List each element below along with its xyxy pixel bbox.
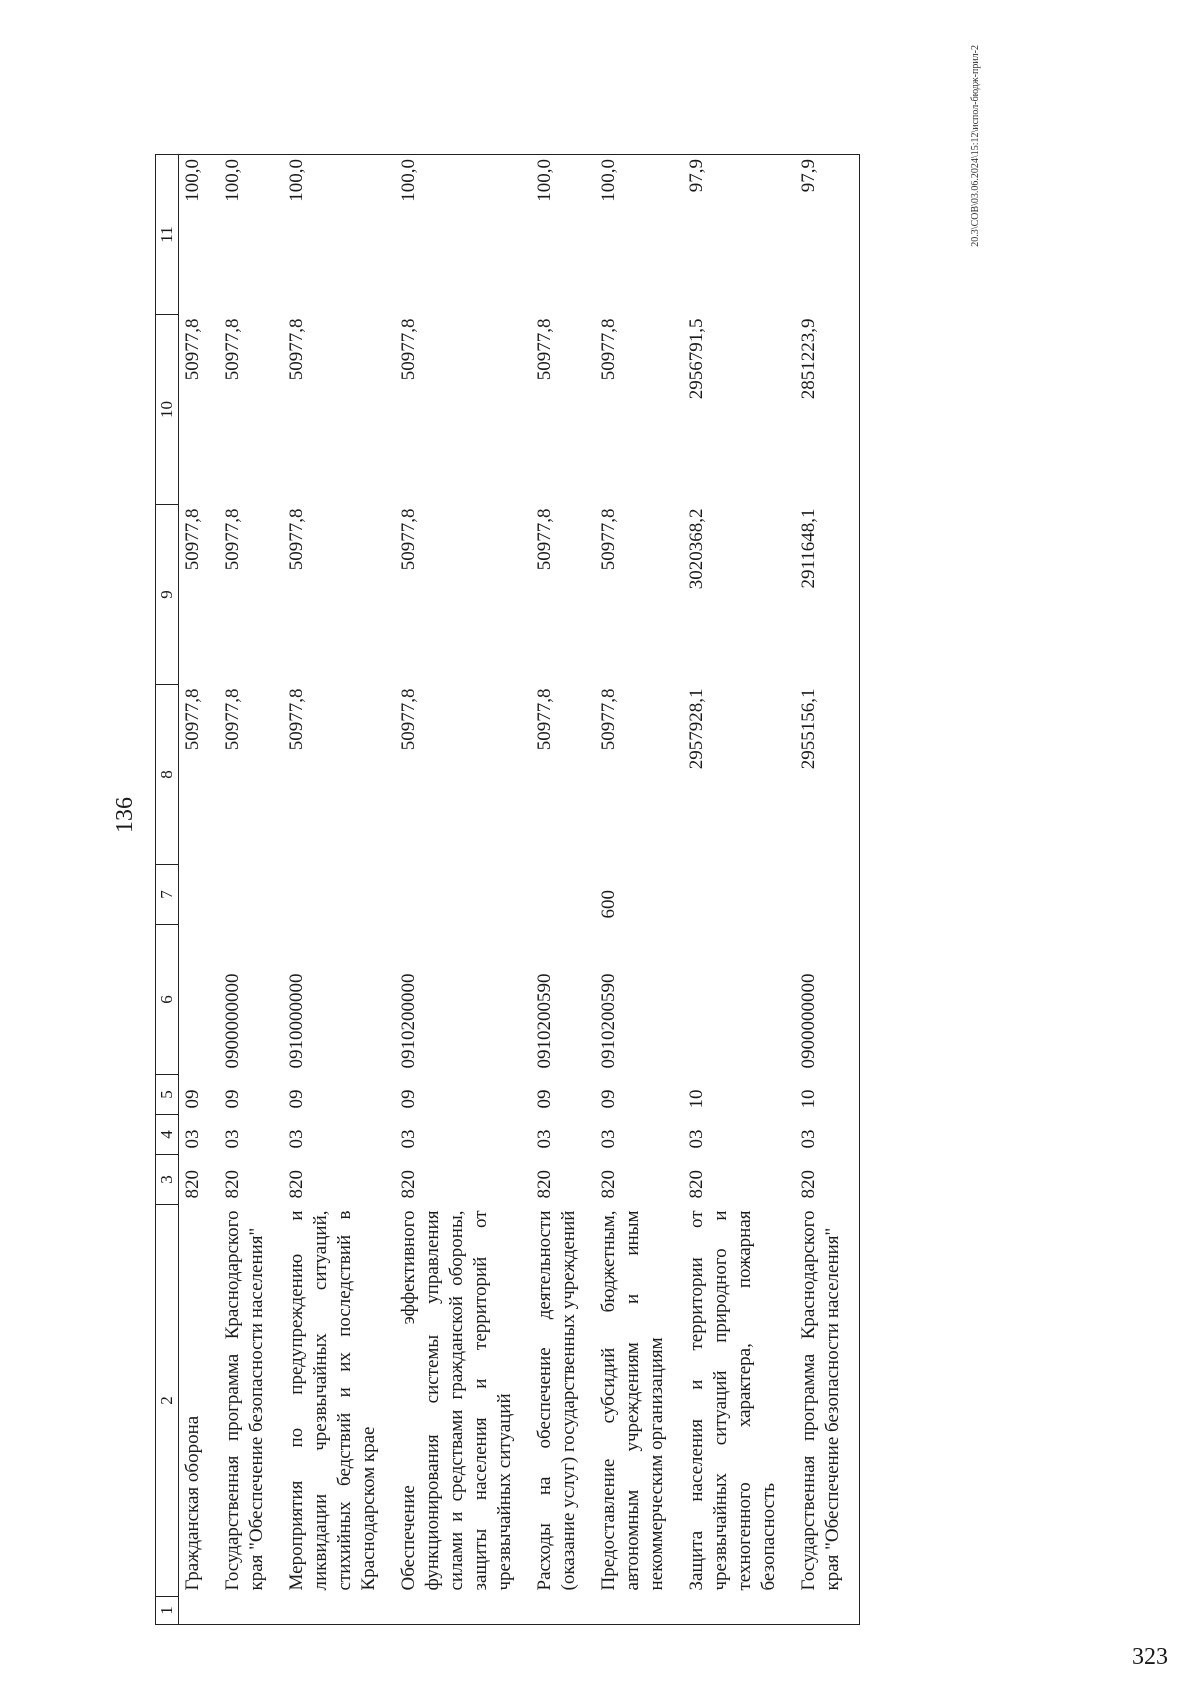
cell-row-num bbox=[219, 1597, 283, 1625]
cell-executed: 50977,8 bbox=[222, 318, 243, 381]
cell-ministry: 820 bbox=[534, 1170, 555, 1199]
table-row bbox=[179, 155, 220, 1625]
cell-expense-type bbox=[219, 865, 283, 925]
cell-executed: 50977,8 bbox=[598, 318, 619, 381]
cell-target-article: 0900000000 bbox=[795, 925, 860, 1075]
cell-row-num bbox=[683, 1597, 795, 1625]
table-row bbox=[283, 155, 395, 1625]
cell-row-num bbox=[395, 1597, 531, 1625]
cell-name: Гражданская оборона bbox=[182, 1415, 203, 1591]
column-header: 3 bbox=[156, 1155, 179, 1205]
cell-target-article: 0900000000 bbox=[222, 973, 243, 1069]
cell-refined: 50977,8 bbox=[222, 508, 243, 571]
cell-section: 03 bbox=[398, 1129, 419, 1149]
cell-percent: 97,9 bbox=[683, 155, 795, 315]
cell-subsection: 10 bbox=[686, 1089, 707, 1109]
column-header: 6 bbox=[156, 925, 179, 1075]
cell-executed: 50977,8 bbox=[398, 318, 419, 381]
cell-name: Расходы на обеспечение деятельности (оказание услуг) государственных учреждений bbox=[534, 1210, 579, 1591]
cell-subsection: 09 bbox=[286, 1089, 307, 1109]
cell-subsection: 09 bbox=[222, 1089, 243, 1109]
cell-refined: 50977,8 bbox=[534, 508, 555, 571]
cell-approved: 50977,8 bbox=[534, 688, 555, 751]
cell-ministry: 820 bbox=[286, 1170, 307, 1199]
cell-ministry: 820 bbox=[598, 1170, 619, 1199]
cell-executed: 50977,8 bbox=[534, 318, 555, 381]
column-header: 2 bbox=[156, 1205, 179, 1597]
cell-subsection: 09 bbox=[398, 1089, 419, 1109]
cell-approved: 50977,8 bbox=[398, 688, 419, 751]
column-header: 7 bbox=[156, 865, 179, 925]
cell-row-num bbox=[595, 1597, 683, 1625]
cell-approved: 50977,8 bbox=[286, 688, 307, 751]
cell-expense-type: 600 bbox=[598, 890, 619, 919]
cell-refined: 50977,8 bbox=[598, 508, 619, 571]
table-row bbox=[595, 155, 683, 1625]
cell-target-article: 0910200590 bbox=[534, 973, 555, 1069]
cell-percent: 100,0 bbox=[179, 155, 220, 315]
cell-percent: 100,0 bbox=[531, 155, 595, 315]
column-header: 5 bbox=[156, 1075, 179, 1115]
cell-row-num bbox=[795, 1597, 860, 1625]
column-header: 11 bbox=[156, 155, 179, 315]
cell-executed: 2851223,9 bbox=[795, 315, 860, 505]
cell-ministry: 820 bbox=[398, 1170, 419, 1199]
cell-ministry: 820 bbox=[795, 1155, 860, 1205]
cell-approved: 50977,8 bbox=[182, 688, 203, 751]
table-row bbox=[531, 155, 595, 1625]
cell-section: 03 bbox=[286, 1129, 307, 1149]
rotated-sheet bbox=[112, 45, 1175, 1625]
column-header: 8 bbox=[156, 685, 179, 865]
budget-table bbox=[155, 154, 860, 1625]
cell-name: Предоставление субсидий бюджетным, автономным учреждениям и иным некоммерческим организациям bbox=[598, 1210, 667, 1591]
cell-refined: 50977,8 bbox=[286, 508, 307, 571]
cell-approved: 50977,8 bbox=[598, 688, 619, 751]
cell-target-article: 0910200000 bbox=[398, 973, 419, 1069]
table-row bbox=[395, 155, 531, 1625]
cell-executed: 50977,8 bbox=[182, 318, 203, 381]
cell-section: 03 bbox=[686, 1129, 707, 1149]
cell-approved: 2957928,1 bbox=[686, 688, 707, 770]
cell-subsection: 10 bbox=[795, 1075, 860, 1115]
table-row bbox=[795, 155, 860, 1625]
cell-row-num bbox=[179, 1597, 220, 1625]
cell-section: 03 bbox=[534, 1129, 555, 1149]
column-header: 4 bbox=[156, 1115, 179, 1155]
cell-subsection: 09 bbox=[182, 1089, 203, 1109]
cell-ministry: 820 bbox=[686, 1170, 707, 1199]
cell-target-article: 0910000000 bbox=[286, 973, 307, 1069]
header-row bbox=[156, 155, 179, 1625]
cell-section: 03 bbox=[598, 1129, 619, 1149]
cell-refined: 3020368,2 bbox=[686, 508, 707, 590]
cell-row-num bbox=[531, 1597, 595, 1625]
document-footer-code: 20.3\СОВ\03.06.2024\15:12\испол-бюдж-прил-2 bbox=[970, 45, 981, 247]
cell-target-article: 0910200590 bbox=[598, 973, 619, 1069]
cell-section: 03 bbox=[182, 1129, 203, 1149]
cell-expense-type bbox=[179, 865, 220, 925]
cell-ministry: 820 bbox=[182, 1170, 203, 1199]
cell-refined: 50977,8 bbox=[398, 508, 419, 571]
cell-name: Мероприятия по предупреждению и ликвидации чрезвычайных ситуаций, стихийных бедствий и их последствий в Краснодарском крае bbox=[286, 1210, 379, 1591]
cell-executed: 2956791,5 bbox=[686, 318, 707, 400]
cell-subsection: 09 bbox=[598, 1089, 619, 1109]
cell-expense-type bbox=[795, 865, 860, 925]
cell-ministry: 820 bbox=[222, 1170, 243, 1199]
table-row bbox=[219, 155, 283, 1625]
cell-name: Защита населения и территории от чрезвычайных ситуаций природного и техногенного характера, пожарная безопасность bbox=[686, 1210, 779, 1591]
cell-expense-type bbox=[283, 865, 395, 925]
cell-subsection: 09 bbox=[534, 1089, 555, 1109]
cell-section: 03 bbox=[222, 1129, 243, 1149]
cell-name: Государственная программа Краснодарского края "Обеспечение безопасности населения" bbox=[222, 1210, 267, 1591]
cell-approved: 50977,8 bbox=[222, 688, 243, 751]
cell-percent: 97,9 bbox=[795, 155, 860, 315]
cell-section: 03 bbox=[795, 1115, 860, 1155]
cell-expense-type bbox=[683, 865, 795, 925]
cell-refined: 2911648,1 bbox=[795, 505, 860, 685]
cell-approved: 2955156,1 bbox=[795, 685, 860, 865]
table-row bbox=[683, 155, 795, 1625]
cell-percent: 100,0 bbox=[283, 155, 395, 315]
column-header: 10 bbox=[156, 315, 179, 505]
cell-row-num bbox=[283, 1597, 395, 1625]
cell-refined: 50977,8 bbox=[182, 508, 203, 571]
cell-percent: 100,0 bbox=[595, 155, 683, 315]
cell-executed: 50977,8 bbox=[286, 318, 307, 381]
column-header: 1 bbox=[156, 1597, 179, 1625]
cell-target-article bbox=[179, 925, 220, 1075]
cell-expense-type bbox=[395, 865, 531, 925]
cell-name: Государственная программа Краснодарского края "Обеспечение безопасности населения" bbox=[795, 1205, 860, 1597]
cell-expense-type bbox=[531, 865, 595, 925]
page-number-bottom: 323 bbox=[1132, 1644, 1168, 1670]
cell-percent: 100,0 bbox=[219, 155, 283, 315]
cell-target-article bbox=[683, 925, 795, 1075]
cell-name: Обеспечение эффективного функционирования системы управления силами и средствами гражданской обороны, защиты населения и территорий от чрезвычайных ситуаций bbox=[398, 1210, 515, 1591]
cell-percent: 100,0 bbox=[395, 155, 531, 315]
column-header: 9 bbox=[156, 505, 179, 685]
page-number-top: 136 bbox=[112, 797, 138, 833]
